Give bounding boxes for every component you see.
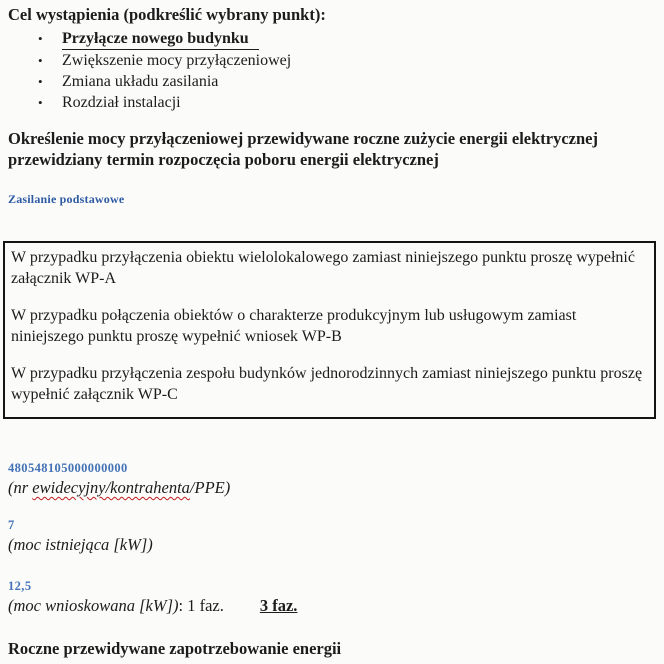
ppe-number-value: 480548105000000000 — [8, 461, 128, 475]
bullet-item-new-connection — [38, 28, 656, 50]
bullet-item-installation-split — [38, 92, 656, 113]
section-heading: Cel wystąpienia (podkreślić wybrany punkt): — [8, 5, 326, 24]
phase-1-option: : 1 faz. — [178, 596, 224, 615]
intro-bold-paragraph: Określenie mocy przyłączeniowej przewidywane roczne zużycie energii elektrycznej przewidziany termin rozpoczęcia poboru energii elektrycznej — [8, 129, 598, 169]
info-paragraph-wpa: W przypadku przyłączenia obiektu wielolokalowego zamiast niniejszego punktu proszę wypełnić załącznik WP-A — [11, 249, 635, 287]
supply-note: Zasilanie podstawowe — [8, 192, 125, 206]
ppe-number-label — [8, 477, 656, 498]
requested-power-label — [8, 595, 656, 616]
purpose-bullet-list — [8, 28, 656, 113]
bullet-item-supply-change — [38, 71, 656, 92]
info-paragraph-wpb: W przypadku połączenia obiektów o charakterze produkcyjnym lub usługowym zamiast niniejszego punktu proszę wypełnić wniosek WP-B — [11, 307, 577, 345]
requested-power-label-italic: (moc wnioskowana [kW]) — [8, 596, 179, 615]
bullet-icon: • — [38, 53, 43, 68]
bullet-item-power-increase — [38, 50, 656, 71]
bullet-label: Zwiększenie mocy przyłączeniowej — [62, 52, 292, 69]
ppe-label-misspelled: ewidecyjny/kontrahenta — [32, 478, 190, 497]
footer-heading: Roczne przewidywane zapotrzebowanie energii — [8, 639, 342, 658]
ppe-label-open: (nr — [8, 478, 33, 497]
bullet-label: Rozdział instalacji — [62, 94, 181, 111]
existing-power-value: 7 — [8, 518, 15, 532]
bullet-icon: • — [38, 95, 43, 110]
bullet-icon: • — [38, 74, 43, 89]
phase-3-selection: 3 faz. — [259, 596, 298, 615]
bullet-label: Przyłącze nowego budynku — [62, 28, 259, 50]
requested-power-value: 12,5 — [8, 579, 32, 593]
info-paragraph-wpc: W przypadku przyłączenia zespołu budynków jednorodzinnych zamiast niniejszego punktu proszę wypełnić załącznik WP-C — [11, 365, 643, 403]
existing-power-label: (moc istniejąca [kW]) — [8, 535, 153, 554]
info-box — [3, 241, 656, 419]
bullet-icon: • — [38, 31, 43, 46]
bullet-label: Zmiana układu zasilania — [62, 73, 219, 90]
ppe-label-close: /PPE) — [189, 478, 231, 497]
